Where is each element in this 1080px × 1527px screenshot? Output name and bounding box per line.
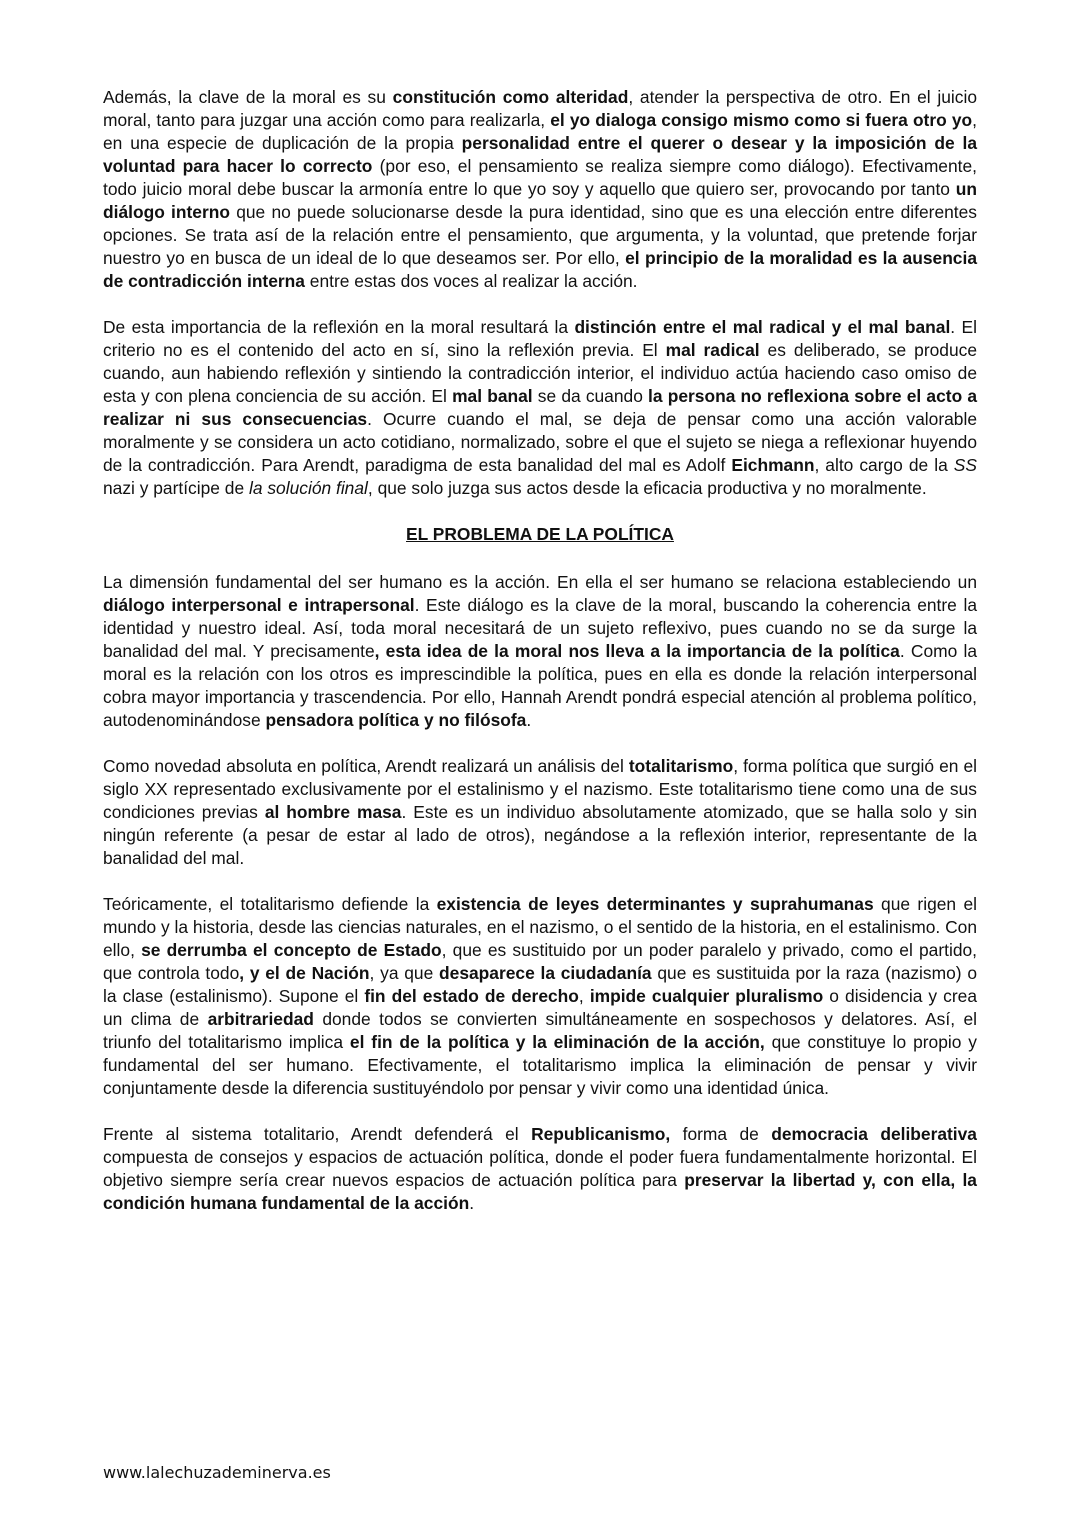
bold-text-run: mal banal bbox=[452, 386, 533, 406]
paragraph bbox=[103, 1123, 977, 1215]
bold-text-run: el principio de la moralidad es la ausencia de contradicción interna bbox=[103, 248, 977, 291]
text-run: compuesta de consejos y espacios de actuación política, donde el poder fuera fundamentalmente horizontal. El objetivo siempre sería crear nuevos espacios de actuación política para bbox=[103, 1147, 977, 1190]
text-run: , atender la perspectiva de otro. En el juicio moral, tanto para juzgar una acción como para realizarla, bbox=[103, 87, 978, 130]
bold-text-run: arbitrariedad bbox=[207, 1009, 314, 1029]
text-run: Además, la clave de la moral es su bbox=[103, 87, 393, 107]
text-run: . Como la moral es la relación con los otros es imprescindible la política, pues en ella es donde la relación interpersonal cobra mayor importancia y trascendencia. Por ello, Hannah Arendt pondrá especial atención al problema político, autodenominándose bbox=[103, 641, 978, 730]
text-run: Como novedad absoluta en política, Arendt realizará un análisis del bbox=[103, 756, 629, 776]
bold-text-run: constitución como alteridad bbox=[392, 87, 629, 107]
text-run: . El criterio no es el contenido del acto en sí, sino la reflexión previa. El bbox=[103, 317, 977, 360]
paragraph bbox=[103, 755, 977, 870]
text-run: que es sustituida por la raza (nazismo) o la clase (estalinismo). Supone el bbox=[103, 963, 977, 1006]
text-run: , ya que bbox=[369, 963, 440, 983]
text-run: nazi y partícipe de bbox=[103, 478, 249, 498]
text-run: , en una especie de duplicación de la propia bbox=[103, 110, 977, 153]
bold-text-run: Republicanismo, bbox=[531, 1124, 671, 1144]
text-run: Teóricamente, el totalitarismo defiende la bbox=[103, 894, 437, 914]
paragraph bbox=[103, 316, 977, 500]
text-run: . bbox=[526, 710, 532, 730]
bold-text-run: existencia de leyes determinantes y suprahumanas bbox=[436, 894, 874, 914]
text-run: , bbox=[578, 986, 590, 1006]
section-after-heading bbox=[103, 571, 977, 1215]
bold-text-run: personalidad entre el querer o desear y la imposición de la voluntad para hacer lo correcto bbox=[103, 133, 977, 176]
bold-text-run: Eichmann bbox=[731, 455, 815, 475]
bold-text-run: el fin de la política y la eliminación de la acción, bbox=[349, 1032, 765, 1052]
bold-text-run: un diálogo interno bbox=[103, 179, 977, 222]
bold-text-run: se derrumba el concepto de Estado bbox=[141, 940, 442, 960]
bold-text-run: , esta idea de la moral nos lleva a la importancia de la política bbox=[374, 641, 900, 661]
bold-text-run: fin del estado de derecho bbox=[364, 986, 579, 1006]
text-run: , alto cargo de la bbox=[814, 455, 954, 475]
text-run: que rigen el mundo y la historia, desde las ciencias naturales, en el nazismo, o el sentido de la historia, en el estalinismo. Con ello, bbox=[103, 894, 977, 960]
text-run: La dimensión fundamental del ser humano es la acción. En ella el ser humano se relaciona estableciendo un bbox=[103, 572, 977, 592]
bold-text-run: distinción entre el mal radical y el mal banal bbox=[574, 317, 951, 337]
text-run: , que es sustituido por un poder paralelo y privado, como el partido, que controla todo bbox=[103, 940, 978, 983]
text-run: forma de bbox=[670, 1124, 772, 1144]
bold-text-run: , y el de Nación bbox=[239, 963, 370, 983]
bold-text-run: preservar la libertad y, con ella, la condición humana fundamental de la acción bbox=[103, 1170, 977, 1213]
bold-text-run: pensadora política y no filósofa bbox=[265, 710, 527, 730]
bold-text-run: la persona no reflexiona sobre el acto a realizar ni sus consecuencias bbox=[103, 386, 978, 429]
text-run: De esta importancia de la reflexión en la moral resultará la bbox=[103, 317, 575, 337]
text-run: . Este diálogo es la clave de la moral, buscando la coherencia entre la identidad y nuestro ideal. Así, toda moral necesitará de un sujeto reflexivo, pues cuando no se da surge la banalidad del mal. Y precisamente bbox=[103, 595, 977, 661]
bold-text-run: desaparece la ciudadanía bbox=[439, 963, 652, 983]
text-run: Frente al sistema totalitario, Arendt defenderá el bbox=[103, 1124, 532, 1144]
text-run: , que solo juzga sus actos desde la eficacia productiva y no moralmente. bbox=[367, 478, 927, 498]
text-run: (por eso, el pensamiento se realiza siempre como diálogo). Efectivamente, todo juicio moral debe buscar la armonía entre lo que yo soy y aquello que quiero ser, provocando por tanto bbox=[103, 156, 977, 199]
text-run: . bbox=[469, 1193, 475, 1213]
bold-text-run: impide cualquier pluralismo bbox=[589, 986, 824, 1006]
bold-text-run: diálogo interpersonal e intrapersonal bbox=[103, 595, 415, 615]
italic-text-run: la solución final bbox=[248, 478, 368, 498]
bold-text-run: democracia deliberativa bbox=[771, 1124, 977, 1144]
text-run: donde todos se convierten simultáneamente en sospechosos y delatores. Así, el triunfo del totalitarismo implica bbox=[103, 1009, 977, 1052]
paragraph bbox=[103, 86, 977, 293]
text-run: o disidencia y crea un clima de bbox=[103, 986, 977, 1029]
text-run: . Ocurre cuando el mal, se deja de pensar como una acción valorable moralmente y se considera un acto cotidiano, normalizado, sobre el que el sujeto se niega a reflexionar huyendo de la contradicción. Para Arendt, paradigma de esta banalidad del mal es Adolf bbox=[103, 409, 977, 475]
text-run: . Este es un individuo absolutamente atomizado, que se halla solo y sin ningún referente (a pesar de estar al lado de otros), negándose a la reflexión interior, representante de la banalidad del mal. bbox=[103, 802, 977, 868]
bold-text-run: el yo dialoga consigo mismo como si fuera otro yo bbox=[550, 110, 973, 130]
footer-url: www.lalechuzademinerva.es bbox=[103, 1463, 331, 1482]
bold-text-run: totalitarismo bbox=[628, 756, 734, 776]
bold-text-run: al hombre masa bbox=[264, 802, 402, 822]
bold-text-run: mal radical bbox=[665, 340, 760, 360]
text-run: se da cuando bbox=[532, 386, 649, 406]
text-run: que no puede solucionarse desde la pura identidad, sino que es una elección entre diferentes opciones. Se trata así de la relación entre el pensamiento, que argumenta, y la voluntad, que pretende forjar nuestro yo en busca de un ideal de lo que deseamos ser. Por ello, bbox=[103, 202, 977, 268]
paragraph bbox=[103, 571, 977, 732]
text-run: es deliberado, se produce cuando, aun habiendo reflexión y sintiendo la contradicción interior, el individuo actúa haciendo caso omiso de esta y con plena conciencia de su acción. El bbox=[103, 340, 978, 406]
text-run: entre estas dos voces al realizar la acción. bbox=[304, 271, 638, 291]
section-before-heading bbox=[103, 86, 977, 500]
text-run: que constituye lo propio y fundamental del ser humano. Efectivamente, el totalitarismo implica la eliminación de pensar y vivir conjuntamente desde la diferencia sustituyéndolo por pensar y vivir como una identidad única. bbox=[103, 1032, 977, 1098]
text-run: , forma política que surgió en el siglo XX representado exclusivamente por el estalinismo y el nazismo. Este totalitarismo tiene como una de sus condiciones previas bbox=[103, 756, 977, 822]
italic-text-run: SS bbox=[953, 455, 977, 475]
section-heading: EL PROBLEMA DE LA POLÍTICA bbox=[406, 524, 674, 544]
paragraph bbox=[103, 893, 977, 1100]
